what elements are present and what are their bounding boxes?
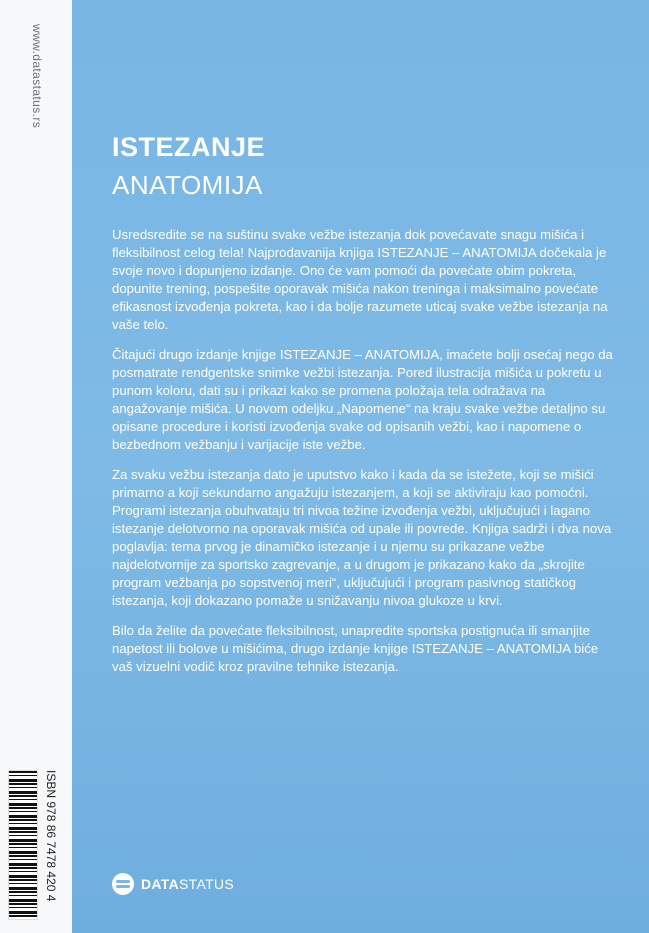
- publisher-name-light: STATUS: [179, 876, 234, 892]
- blurb: [112, 226, 617, 688]
- publisher-name: [141, 876, 234, 892]
- book-title: ISTEZANJE: [112, 132, 266, 162]
- blurb-paragraph: Usredsredite se na suštinu svake vežbe istezanja dok povećavate snagu mišića i fleksibilnost celog tela! Najprodavanija knjiga ISTEZANJE – ANATOMIJA dočekala je svoje novo i dopunjeno izdanje. Ono će vam pomoći da povećate obim pokreta, dopunite trening, pospešite oporavak mišića nakon treninga i maksimalno povećate efikasnost izvođenja pokreta, kao i da bolje razumete uticaj svake vežbe istezanja na vaše telo.: [112, 227, 608, 332]
- datastatus-logo-icon: [112, 873, 134, 895]
- publisher-url: [28, 24, 46, 164]
- barcode-icon: [8, 770, 38, 920]
- blurb-paragraph: Za svaku vežbu istezanja dato je uputstvo kako i kada da se istežete, koji se mišići primarno a koji sekundarno angažuju istezanjem, a koji se aktiviraju kao pomoćni. Programi istezanja obuhvataju tri nivoa težine izvođenja vežbi, uključujući i lagano istezanje delotvorno na oporavak mišića od upale ili povrede. Knjiga sadrži i dva nova poglavlja: tema prvog je dinamičko istezanje i u njemu su prikazane vežbe najdelotvornije za sportsko zagrevanje, a u drugom je prikazano kako da „skrojite program vežbanja po sopstvenoj meri“, uključujući i program pasivnog statičkog istezanja, koji dokazano pomaže u snižavanju nivoa glukoze u krvi.: [112, 467, 612, 608]
- isbn: [42, 770, 60, 920]
- blurb-paragraph: Čitajući drugo izdanje knjige ISTEZANJE – ANATOMIJA, imaćete bolji osećaj nego da posmatrate rendgentske snimke vežbi istezanja. Pored ilustracija mišića u pokretu u punom koloru, dati su i prikazi kako se promena položaja tela odražava na angažovanje mišića. U novom odeljku „Napomene“ na kraju svake vežbe detaljno su opisane procedure i koristi izvođenja svake od opisanih vežbi, kao i napomene o bezbednom vežbanju i varijacije iste vežbe.: [112, 347, 613, 452]
- blurb-paragraph: Bilo da želite da povećate fleksibilnost, unapredite sportska postignuća ili smanjite napetost ili bolove u mišićima, drugo izdanje knjige ISTEZANJE – ANATOMIJA biće vaš vizuelni vodič kroz pravilne tehnike istezanja.: [112, 623, 599, 674]
- publisher-logo: [112, 873, 234, 895]
- book-subtitle: ANATOMIJA: [112, 170, 263, 200]
- isbn-text: ISBN 978 86 7478 420 4: [44, 770, 58, 902]
- barcode-area: [0, 762, 72, 933]
- back-cover: [72, 0, 649, 933]
- publisher-url-text: www.datastatus.rs: [30, 24, 44, 129]
- spine: [0, 0, 72, 933]
- publisher-name-bold: DATA: [141, 876, 180, 892]
